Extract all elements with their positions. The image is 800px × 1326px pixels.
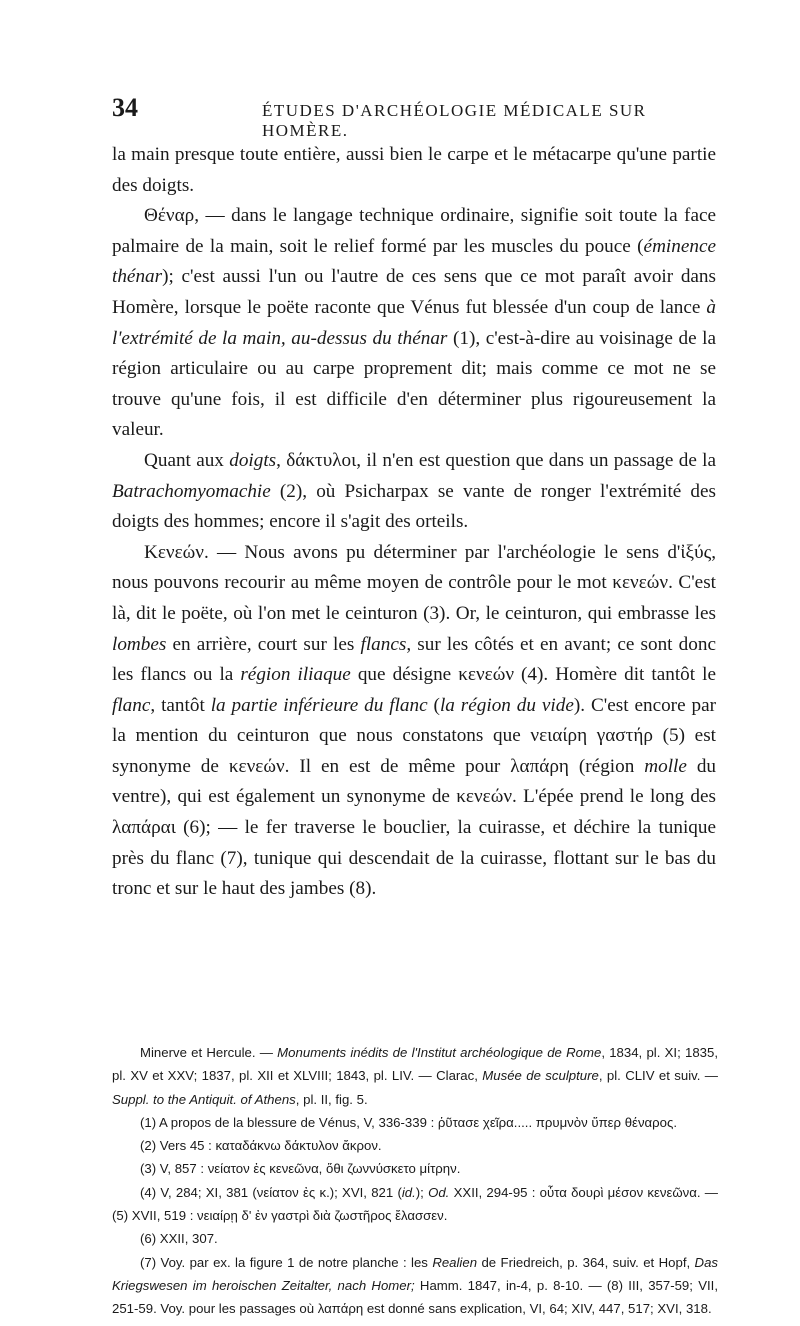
italic-abbrev: id. (401, 1184, 416, 1200)
text-run: en arrière, court sur les (166, 633, 361, 655)
paragraph-1 (112, 140, 716, 201)
text-run: que désigne κενεών (4). Homère dit tantôt le (350, 664, 716, 686)
text-run: de Friedreich, p. 364, suiv. et Hopf, (477, 1254, 695, 1270)
italic-term: lombes (112, 633, 167, 655)
italic-term: éminence thénar (112, 235, 716, 288)
text-run: du ventre), qui est également un synonyme de κενεών. L'épée prend le long des λαπάραι (6); — le fer traverse le bouclier, la cuirasse, et déchire la tunique près du flanc (7), tunique qui descendait de la cuirasse, flottant sur le bas du tronc et sur le haut des jambes (8). (112, 755, 717, 900)
italic-title: Realien (432, 1254, 478, 1270)
italic-abbrev: Od. (428, 1184, 450, 1200)
text-run: ( (427, 694, 440, 716)
text-run: , sur les côtés et en avant; ce sont donc les flancs ou la (112, 633, 716, 686)
italic-term: la région du vide (439, 694, 574, 716)
text-run: Hamm. 1847, in-4, p. 8-10. — (8) III, 357-59; VII, 251-59. Voy. pour les passages où λαπάρη est donné sans explication, VI, 64; XIV, 447, 517; XVI, 318. (112, 1277, 718, 1317)
footnote-4-5 (112, 1181, 718, 1228)
footnote-2: (2) Vers 45 : καταδάκνω δάκτυλον ἄκρον. (140, 1138, 382, 1154)
italic-title: Das Kriegswesen im heroischen Zeitalter, nach Homer; (112, 1254, 718, 1293)
body-text (112, 140, 716, 905)
italic-title: Suppl. to the Antiquit. of Athens (112, 1091, 296, 1107)
italic-title: Musée de sculpture (482, 1068, 599, 1084)
paragraph-doigts (112, 446, 716, 538)
italic-term: à l'extrémité de la main, au-dessus du thénar (112, 296, 716, 349)
text-run: , 1834, pl. XI; 1835, pl. XV et XXV; 1837, pl. XII et XLVIII; 1843, pl. LIV. — Clarac, (112, 1045, 718, 1084)
text-run: XXII, 294-95 : οὖτα δουρὶ μέσον κενεῶνα. — (5) XVII, 519 : νειαίρῃ δ' ἐν γαστρὶ διὰ ζωστῆρος ἔλασσεν. (112, 1184, 718, 1224)
footnote-citation (112, 1041, 718, 1111)
text-run: la main presque toute entière, aussi bien le carpe et le métacarpe qu'une partie des doigts. (112, 144, 716, 196)
text-run: (1), c'est-à-dire au voisinage de la région articulaire ou au carpe proprement dit; mais comme ce mot ne se trouve qu'une fois, il est difficile d'en déterminer plus rigoureusement la valeur. (112, 327, 716, 441)
italic-term: la partie inférieure du flanc (210, 694, 428, 716)
text-run: ); c'est aussi l'un ou l'autre de ces sens que ce mot paraît avoir dans Homère, lorsque le poëte raconte que Vénus fut blessée d'un coup de lance (112, 266, 716, 318)
footnote-1: (1) A propos de la blessure de Vénus, V, 336-339 : ῥῦτασε χεῖρα..... πρυμνὸν ὕπερ θέναρος. (140, 1114, 678, 1130)
text-run: Κενεών. — Nous avons pu déterminer par l'archéologie le sens d'ἰξύς, nous pouvons recourir au même moyen de contrôle pour le mot κενεών. C'est là, dit le poëte, où l'on met le ceinturon (3). Or, le ceinturon, qui embrasse les (112, 541, 716, 624)
text-run: Quant aux (144, 449, 230, 471)
text-run: , tantôt (150, 694, 211, 716)
italic-term: doigts (229, 449, 277, 471)
page-number: 34 (112, 93, 138, 122)
footnote-3: (3) V, 857 : νείατον ἐς κενεῶνα, ὅθι ζωννύσκετο μίτρην. (140, 1161, 461, 1177)
text-run: , pl. II, fig. 5. (295, 1091, 368, 1107)
paragraph-kenewn (112, 538, 716, 905)
running-title: ÉTUDES D'ARCHÉOLOGIE MÉDICALE SUR HOMÈRE. (262, 101, 647, 140)
text-run: Θέναρ, — dans le langage technique ordinaire, signifie soit toute la face palmaire de la main, soit le relief formé par les muscles du pouce ( (112, 205, 716, 257)
text-run: Minerve et Hercule. — (140, 1045, 278, 1060)
text-run: (4) V, 284; XI, 381 (νείατον ἐς κ.); XVI, 821 ( (140, 1184, 402, 1200)
italic-term: flancs (360, 633, 407, 655)
page-header (112, 93, 718, 140)
italic-title: Monuments inédits de l'Institut archéologique de Rome (277, 1045, 602, 1060)
footnote-7-8 (112, 1251, 718, 1321)
italic-term: Batrachomyomachie (112, 480, 271, 502)
italic-term: flanc (112, 694, 151, 716)
text-run: (2), où Psicharpax se vante de ronger l'extrémité des doigts des hommes; encore il s'agit des orteils. (112, 480, 716, 533)
text-run: , δάκτυλοι, il n'en est question que dans un passage de la (276, 449, 716, 471)
text-run: (7) Voy. par ex. la figure 1 de notre planche : les (140, 1254, 433, 1270)
text-run: ). C'est encore par la mention du ceinturon que nous constatons que νειαίρη γαστήρ (5) est synonyme de κενεών. Il en est de même pour λαπάρη (région (112, 694, 717, 777)
footnote-6: (6) XXII, 307. (140, 1231, 218, 1247)
text-run: ); (415, 1184, 429, 1200)
italic-term: molle (644, 755, 687, 777)
footnotes (112, 1041, 718, 1321)
paragraph-thenar (112, 201, 716, 446)
text-run: , pl. CLIV et suiv. — (598, 1068, 718, 1084)
italic-term: région iliaque (240, 664, 351, 686)
